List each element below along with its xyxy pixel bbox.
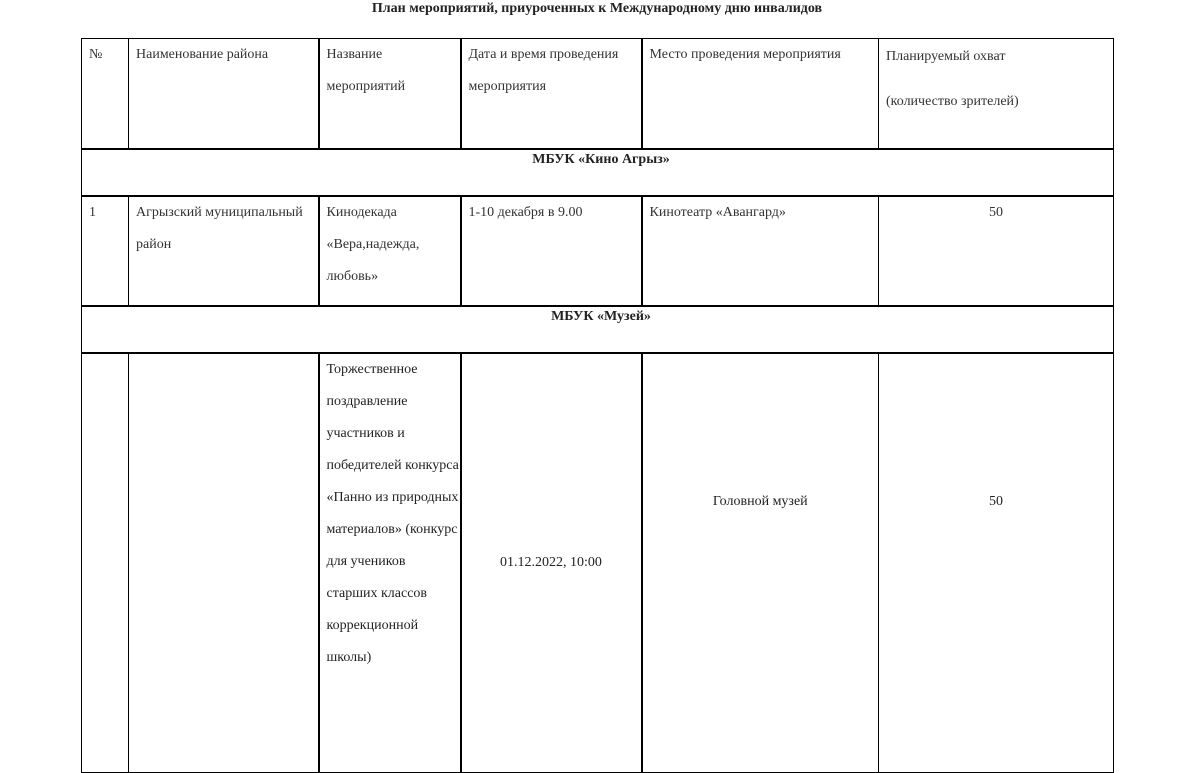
cell-datetime: 1-10 декабря в 9.00 [461,196,642,306]
header-reach-label: Планируемый охват [886,49,1006,64]
cell-district [129,353,319,773]
header-reach-unit: (количество зрителей) [886,94,1019,109]
table-row [82,353,1114,773]
header-district: Наименование района [129,39,319,149]
header-venue: Место проведения мероприятия [642,39,879,149]
section-row [82,149,1114,196]
cell-number: 1 [82,196,129,306]
table-header-row [82,39,1114,149]
cell-event-name: Торжественное поздравление участников и победителей конкурса «Панно из природных материалов» (конкурс для учеников старших классов коррекционной школы) [319,353,461,773]
cell-venue: Головной музей [642,353,879,773]
events-plan-table [81,38,1114,773]
header-number: № [82,39,129,149]
section-title-museum: МБУК «Музей» [82,306,1114,353]
cell-reach: 50 [879,196,1114,306]
cell-number [82,353,129,773]
cell-datetime: 01.12.2022, 10:00 [461,353,642,773]
header-reach [879,39,1114,149]
cell-district: Агрызский муниципальный район [129,196,319,306]
table-row [82,196,1114,306]
cell-event-name: Кинодекада «Вера,надежда, любовь» [319,196,461,306]
header-datetime: Дата и время проведения мероприятия [461,39,642,149]
section-title-cinema: МБУК «Кино Агрыз» [82,149,1114,196]
header-event-name: Название мероприятий [319,39,461,149]
document-title: План мероприятий, приуроченных к Международному дню инвалидов [371,1,823,16]
cell-venue: Кинотеатр «Авангард» [642,196,879,306]
cell-reach: 50 [879,353,1114,773]
section-row [82,306,1114,353]
